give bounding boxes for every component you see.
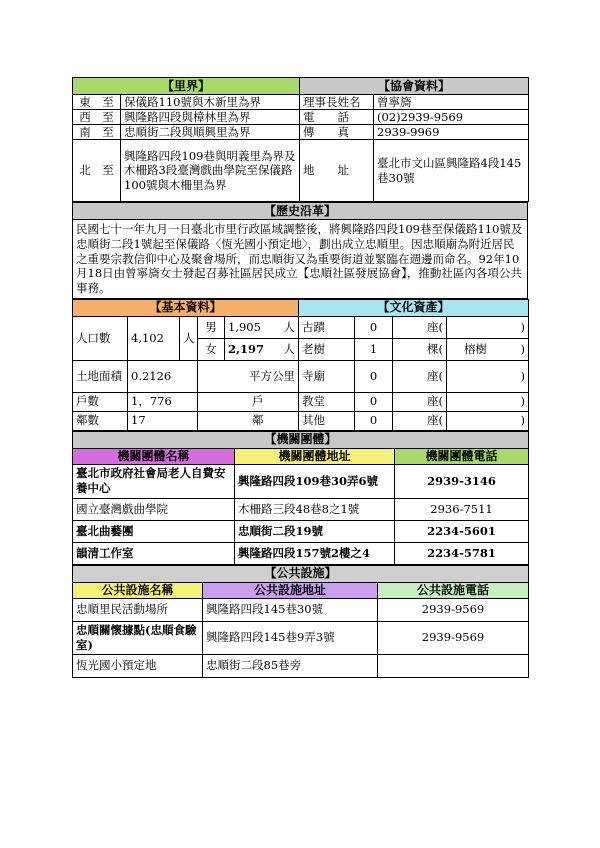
facilities-col-name: 公共設施名稱: [73, 582, 203, 598]
organizations-table: [72, 431, 529, 565]
area-value: 0.2126: [128, 360, 198, 392]
culture-unit-0: 座(: [393, 316, 447, 338]
boundary-text-south: 忠順街二段與順興里為界: [121, 125, 300, 140]
boundary-text-west: 興隆路四段與樟林里為界: [121, 110, 300, 125]
basic-header: 【基本資料】: [73, 299, 299, 316]
organization-phone: 2939-3146: [395, 464, 529, 498]
association-label-fax: 傳 真: [300, 125, 374, 140]
neighborhoods-unit: 鄰: [198, 411, 299, 430]
organization-name: 臺北市政府社會局老人自費安養中心: [73, 464, 235, 498]
facility-address: 興隆路四段145巷30號: [203, 598, 378, 621]
neighborhoods-label: 鄰數: [73, 411, 128, 430]
culture-name-0: 古蹟: [299, 316, 355, 338]
association-label-phone: 電 話: [300, 110, 374, 125]
association-value-phone: (02)2939-9569: [374, 110, 529, 125]
culture-close-2: ): [520, 368, 526, 383]
organizations-col-name: 機關團體名稱: [73, 448, 235, 464]
organizations-header: 【機關團體】: [73, 431, 529, 448]
facilities-table: [72, 565, 529, 678]
facilities-header: 【公共設施】: [73, 565, 529, 582]
organization-address: 忠順街二段19號: [235, 520, 395, 542]
organization-phone: 2234-5781: [395, 542, 529, 564]
culture-unit-1: 棵(: [393, 338, 447, 360]
neighborhoods-value: 17: [128, 411, 198, 430]
households-unit: 戶: [198, 392, 299, 411]
facility-address: 興隆路四段145巷9弄3號: [203, 621, 378, 654]
association-label-chairman: 理事長姓名: [300, 95, 374, 110]
population-unit: 人: [180, 316, 198, 360]
organization-address: 興隆路四段109巷30弄6號: [235, 464, 395, 498]
facility-name: 忠順關懷據點(忠順食驗室): [73, 621, 203, 654]
culture-close-0: ): [520, 319, 526, 334]
organization-name: 臺北曲藝團: [73, 520, 235, 542]
facility-phone: 2939-9569: [378, 598, 529, 621]
history-table: [72, 202, 528, 299]
households-label: 戶數: [73, 392, 128, 411]
association-label-address: 地 址: [300, 140, 374, 202]
female-label: 女: [198, 338, 225, 360]
boundary-association-table: [72, 77, 529, 202]
association-value-address: 臺北市文山區興隆路4段145巷30號: [374, 140, 529, 202]
boundary-dir-south: 南 至: [73, 125, 121, 140]
culture-name-1: 老樹: [299, 338, 355, 360]
female-unit: 人: [283, 341, 296, 356]
facilities-col-address: 公共設施地址: [203, 582, 378, 598]
culture-close-1: ): [520, 341, 526, 356]
info-sheet: [72, 77, 528, 678]
basic-culture-table: [72, 299, 529, 431]
association-value-chairman: 曾寧旖: [374, 95, 529, 110]
organizations-col-phone: 機關團體電話: [395, 448, 529, 464]
culture-close-4: ): [520, 413, 526, 428]
area-unit: 平方公里: [198, 360, 299, 392]
facility-name: 忠順里民活動場所: [73, 598, 203, 621]
culture-note-1: 榕樹: [464, 341, 488, 356]
culture-count-0: 0: [355, 316, 393, 338]
population-label: 人口數: [73, 316, 128, 360]
facility-phone: 2939-9569: [378, 621, 529, 654]
culture-count-3: 0: [355, 392, 393, 411]
area-label: 土地面積: [73, 360, 128, 392]
boundary-header: 【里界】: [73, 78, 300, 95]
female-value: 2,197: [228, 341, 265, 356]
organizations-col-address: 機關團體地址: [235, 448, 395, 464]
boundary-text-east: 保儀路110號與木新里為界: [121, 95, 300, 110]
association-value-fax: 2939-9969: [374, 125, 529, 140]
male-value: 1,905: [228, 319, 261, 334]
culture-unit-2: 座(: [393, 360, 447, 392]
history-header: 【歷史沿革】: [73, 203, 528, 220]
organization-address: 興隆路四段157號2樓之4: [235, 542, 395, 564]
boundary-dir-north: 北 至: [73, 140, 121, 202]
population-value: 4,102: [128, 316, 180, 360]
culture-count-2: 0: [355, 360, 393, 392]
boundary-text-north: 興隆路四段109巷與明義里為界及木柵路3段臺灣戲曲學院至保儀路100號與木柵里為界: [121, 140, 300, 202]
boundary-dir-east: 東 至: [73, 95, 121, 110]
male-unit: 人: [283, 319, 296, 334]
facility-name: 恆光國小預定地: [73, 654, 203, 677]
culture-close-3: ): [520, 394, 526, 409]
organization-name: 韻清工作室: [73, 542, 235, 564]
organization-phone: 2234-5601: [395, 520, 529, 542]
culture-name-4: 其他: [299, 411, 355, 430]
culture-count-1: 1: [355, 338, 393, 360]
male-label: 男: [198, 316, 225, 338]
history-text: 民國七十一年九月一日臺北市里行政區域調整後，將興隆路四段109巷至保儀路110號及忠順街二段1號起至保儀路〈恆光國小預定地〉，劃出成立忠順里。因忠順廟為附近居民之重要宗教信仰中心及聚會場所，而忠順街又為重要街道並緊臨在週邊而命名。92年10月18日由曾寧旖女士發起召募社區居民成立【忠順社區發展協會】，推動社區內各項公共事務。: [73, 220, 528, 299]
culture-name-2: 寺廟: [299, 360, 355, 392]
boundary-dir-west: 西 至: [73, 110, 121, 125]
households-value: 1，776: [128, 392, 198, 411]
facilities-col-phone: 公共設施電話: [378, 582, 529, 598]
culture-name-3: 教堂: [299, 392, 355, 411]
facility-address: 忠順街二段85巷旁: [203, 654, 378, 677]
culture-unit-4: 座(: [393, 411, 447, 430]
organization-name: 國立臺灣戲曲學院: [73, 498, 235, 520]
facility-phone: [378, 654, 529, 677]
organization-phone: 2936-7511: [395, 498, 529, 520]
culture-header: 【文化資產】: [299, 299, 529, 316]
organization-address: 木柵路三段48巷8之1號: [235, 498, 395, 520]
culture-count-4: 0: [355, 411, 393, 430]
culture-unit-3: 座(: [393, 392, 447, 411]
association-header: 【協會資料】: [300, 78, 529, 95]
